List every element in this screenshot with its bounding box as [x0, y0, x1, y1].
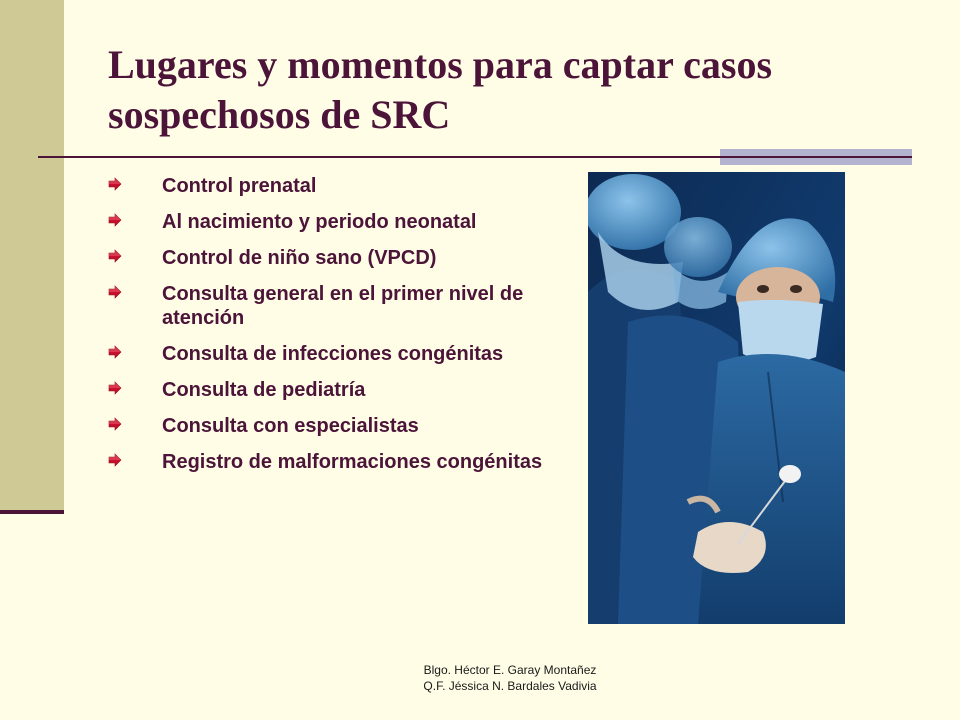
side-accent-cap [0, 510, 64, 514]
slide-title: Lugares y momentos para captar casos sospechosos de SRC [108, 42, 773, 137]
side-accent-bar [0, 0, 64, 512]
red-arrow-icon [108, 249, 122, 263]
bullet-text: Consulta de pediatría [162, 379, 366, 401]
credit-line-1: Blgo. Héctor E. Garay Montañez [423, 663, 597, 677]
author-credits [380, 662, 640, 694]
bullet-text: Control de niño sano (VPCD) [162, 247, 437, 269]
bullet-text: Consulta con especialistas [162, 415, 419, 437]
red-arrow-icon [108, 381, 122, 395]
red-arrow-icon [108, 285, 122, 299]
bullet-item [108, 246, 548, 270]
bullet-item [108, 210, 548, 234]
bullet-item [108, 378, 548, 402]
red-arrow-icon [108, 417, 122, 431]
bullet-text: Control prenatal [162, 175, 317, 197]
surgeons-photo [588, 172, 845, 624]
bullet-item [108, 414, 548, 438]
bullet-item [108, 282, 548, 330]
bullet-text: Consulta de infecciones congénitas [162, 343, 504, 365]
red-arrow-icon [108, 345, 122, 359]
bullet-text: Al nacimiento y periodo neonatal [162, 211, 477, 233]
bullet-list [108, 174, 548, 486]
bullet-text: Consulta general en el primer nivel de atención [162, 283, 524, 329]
bullet-item [108, 174, 548, 198]
bullet-item [108, 342, 548, 366]
red-arrow-icon [108, 213, 122, 227]
title-rule-accent-line [720, 156, 912, 158]
red-arrow-icon [108, 177, 122, 191]
credit-line-2: Q.F. Jéssica N. Bardales Vadivia [423, 679, 597, 693]
bullet-text: Registro de malformaciones congénitas [162, 451, 543, 473]
bullet-item [108, 450, 548, 474]
red-arrow-icon [108, 453, 122, 467]
